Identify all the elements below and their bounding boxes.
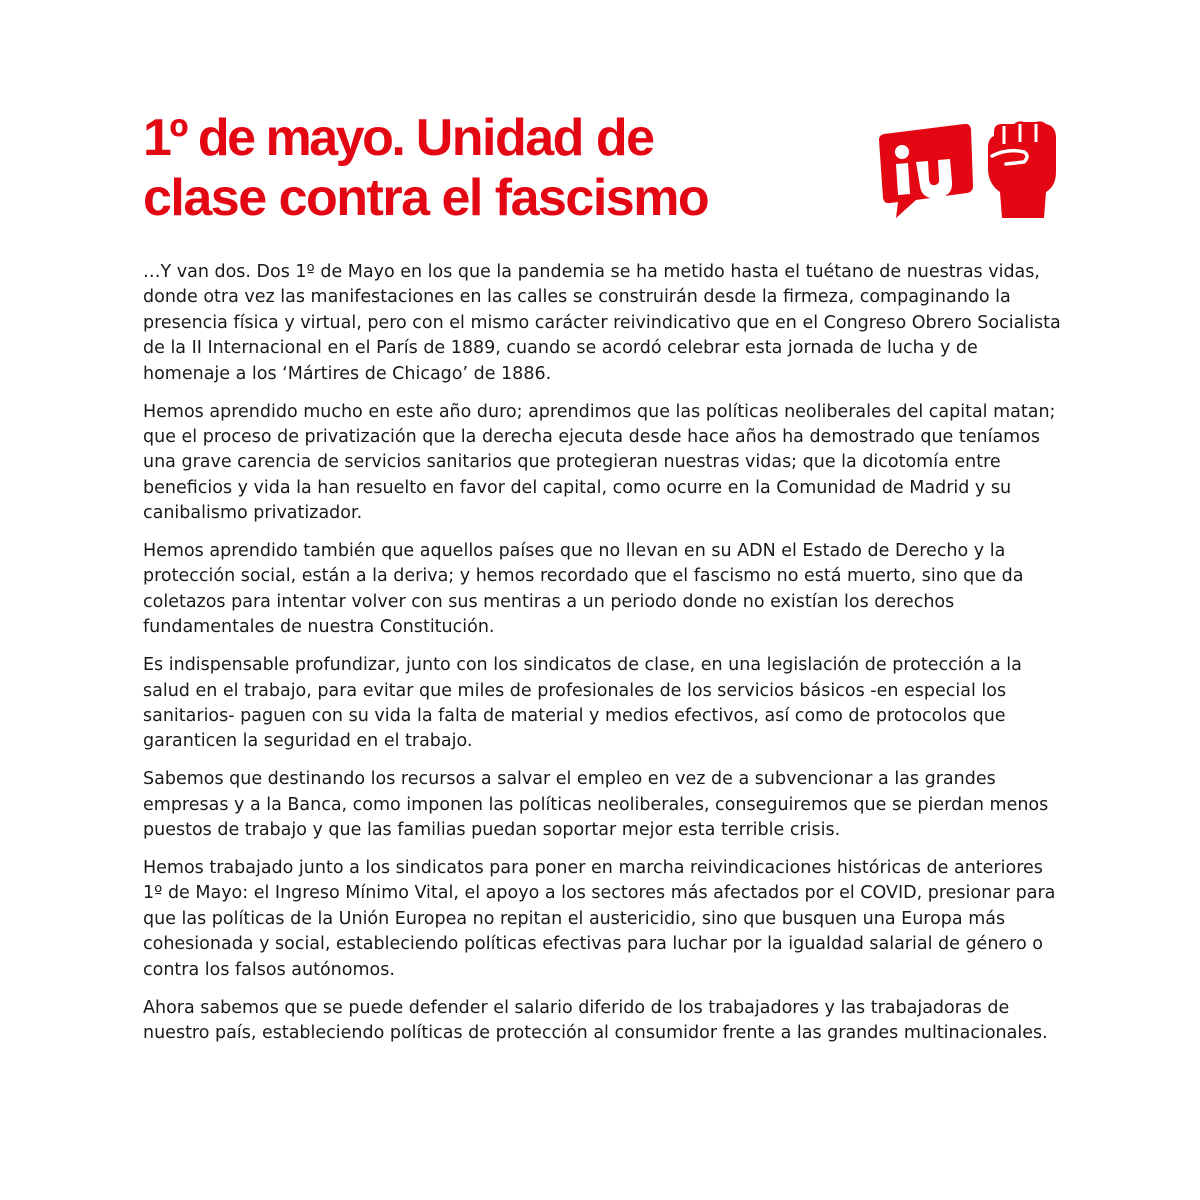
article-body [143,260,1063,1059]
paragraph-2: Hemos aprendido mucho en este año duro; aprendimos que las políticas neoliberales del capital matan; que el proceso de privatización que la derecha ejecuta desde hace años ha demostrado que teníamos una grave carencia de servicios sanitarios que protegieran nuestras vidas; que la dicotomía entre beneficios y vida la han resuelto en favor del capital, como ocurre en la Comunidad de Madrid y su canibalismo privatizador. [143,401,1056,524]
paragraph-5: Sabemos que destinando los recursos a salvar el empleo en vez de a subvencionar a las grandes empresas y a la Banca, como imponen las políticas neoliberales, conseguiremos que se pierdan menos puestos de trabajo y que las familias puedan soportar mejor esta terrible crisis. [143,769,1049,841]
paragraph-7: Ahora sabemos que se puede defender el salario diferido de los trabajadores y las trabajadoras de nuestro país, estableciendo políticas de protección al consumidor frente a las grandes multinacionales. [143,997,1048,1043]
paragraph-6: Hemos trabajado junto a los sindicatos para poner en marcha reivindicaciones históricas de anteriores 1º de Mayo: el Ingreso Mínimo Vital, el apoyo a los sectores más afectados por el COVID, presionar para que las políticas de la Unión Europea no repitan el austericidio, sino que busquen una Europa más cohesionada y social, estableciendo políticas efectivas para luchar por la igualdad salarial de género o contra los falsos autónomos. [143,858,1056,980]
raised-fist-icon [984,120,1060,220]
paragraph-3: Hemos aprendido también que aquellos países que no llevan en su ADN el Estado de Derecho y la protección social, están a la deriva; y hemos recordado que el fascismo no está muerto, sino que da coletazos para intentar volver con sus mentiras a un periodo donde no existían los derechos fundamentales de nuestra Constitución. [143,541,1024,638]
page-title [143,108,843,228]
paragraph-1: …Y van dos. Dos 1º de Mayo en los que la pandemia se ha metido hasta el tuétano de nuestras vidas, donde otra vez las manifestaciones en las calles se construirán desde la firmeza, compaginando la presencia física y virtual, pero con el mismo carácter reivindicativo que en el Congreso Obrero Socialista de la II Internacional en el París de 1889, cuando se acordó celebrar esta jornada de lucha y de homenaje a los ‘Mártires de Chicago’ de 1886. [143,262,1061,384]
title-date: 1º de mayo. [143,109,404,167]
logo-group [872,120,1062,230]
paragraph-4: Es indispensable profundizar, junto con los sindicatos de clase, en una legislación de protección a la salud en el trabajo, para evitar que miles de profesionales de los servicios básicos -en especial los sanitarios- paguen con su vida la falta de material y medios efectivos, así como de protocolos que garanticen la seguridad en el trabajo. [143,655,1022,752]
title-line-1 [143,108,843,168]
title-headline-start: Unidad de [415,109,654,167]
iu-logo-icon [876,120,976,220]
title-line-2: clase contra el fascismo [143,169,709,227]
